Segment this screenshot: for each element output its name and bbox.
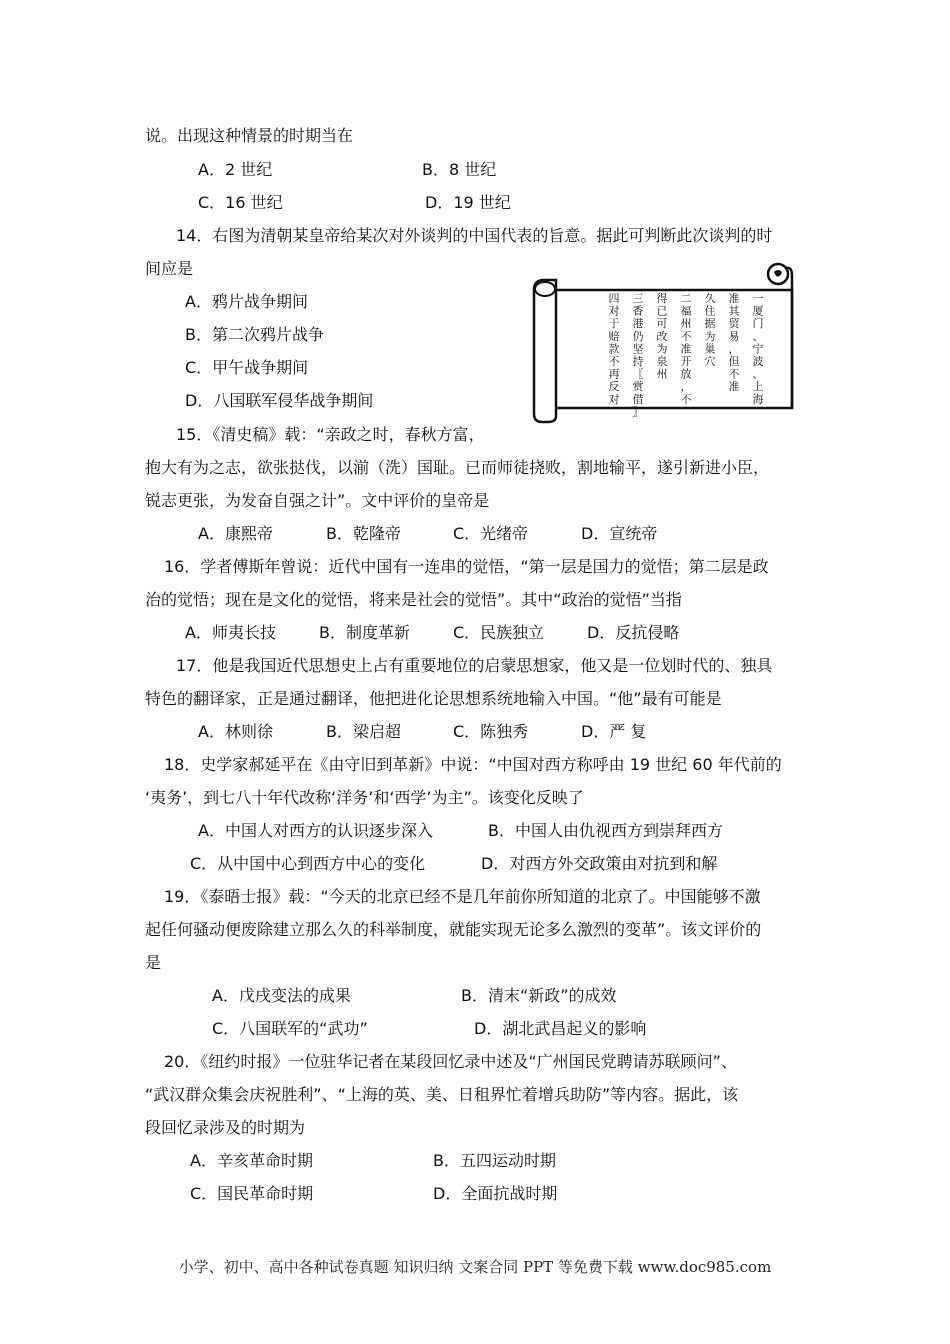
question-15-option-d: D．宣统帝 bbox=[581, 524, 658, 543]
question-19-option-a: A．戊戌变法的成果 bbox=[212, 986, 351, 1005]
question-14-option-b: B．第二次鸦片战争 bbox=[185, 325, 324, 344]
question-18-option-c: C．从中国中心到西方中心的变化 bbox=[190, 854, 426, 873]
question-20-option-d: D．全面抗战时期 bbox=[433, 1184, 558, 1203]
question-17-option-a: A．林则徐 bbox=[198, 722, 273, 741]
question-15-stem-cont-1: 抱大有为之志，欲张挞伐，以湔（洗）国耻。已而师徒挠败，割地输平，遂引新进小臣， bbox=[145, 458, 770, 477]
question-15-option-c: C．光绪帝 bbox=[453, 524, 529, 543]
scroll-text-column: 得已可改为泉州 bbox=[656, 292, 668, 381]
question-13-stem-tail: 说。出现这种情景的时期当在 bbox=[145, 126, 354, 145]
scroll-text-column: 久住据为巢穴 bbox=[704, 292, 716, 368]
imperial-edict-scroll-image bbox=[530, 258, 798, 424]
question-14-stem: 14．右图为清朝某皇帝给某次对外谈判的中国代表的旨意。据此可判断此次谈判的时 bbox=[176, 226, 773, 245]
scroll-left-roll-top bbox=[535, 282, 555, 296]
question-20-stem-cont-2: 段回忆录涉及的时期为 bbox=[145, 1118, 306, 1137]
scroll-text-column: 三香港仍坚持〖赏借〗 bbox=[632, 292, 644, 419]
question-15-option-a: A．康熙帝 bbox=[198, 524, 273, 543]
question-18-option-a: A．中国人对西方的认识逐步深入 bbox=[198, 821, 433, 840]
question-14-option-a: A．鸦片战争期间 bbox=[185, 292, 308, 311]
question-16-stem-cont: 治的觉悟；现在是文化的觉悟，将来是社会的觉悟”。其中“政治的觉悟”当指 bbox=[145, 590, 682, 609]
scroll-text-column: 一厦门、宁波、上海 bbox=[752, 292, 764, 406]
question-20-stem-cont-1: “武汉群众集会庆祝胜利”、“上海的英、美、日租界忙着增兵助防”等内容。据此，该 bbox=[145, 1085, 739, 1104]
question-14-stem-cont: 间应是 bbox=[145, 259, 194, 278]
question-19-option-c: C．八国联军的“武功” bbox=[212, 1019, 368, 1038]
question-13-option-d: D．19 世纪 bbox=[425, 193, 511, 212]
question-13-option-c: C．16 世纪 bbox=[198, 193, 283, 212]
question-17-option-c: C．陈独秀 bbox=[453, 722, 529, 741]
question-16-option-d: D．反抗侵略 bbox=[587, 623, 680, 642]
question-19-stem-cont-1: 起任何骚动便废除建立那么久的科举制度，就能实现无论多么激烈的变革”。该文评价的 bbox=[145, 920, 762, 939]
question-16-option-a: A．师夷长技 bbox=[185, 623, 276, 642]
question-17-option-b: B．梁启超 bbox=[326, 722, 401, 741]
question-16-stem: 16．学者傅斯年曾说：近代中国有一连串的觉悟，“第一层是国力的觉悟；第二层是政 bbox=[164, 557, 769, 576]
question-20-option-c: C．国民革命时期 bbox=[190, 1184, 314, 1203]
question-18-stem-cont: ‘夷务’，到七八十年代改称‘洋务’和‘西学’为主”。该变化反映了 bbox=[145, 788, 584, 807]
question-19-option-b: B．清末“新政”的成效 bbox=[461, 986, 617, 1005]
question-15-stem: 15．《清史稿》载：“亲政之时，春秋方富， bbox=[176, 425, 485, 444]
question-18-stem: 18．史学家郝延平在《由守旧到革新》中说：“中国对西方称呼由 19 世纪 60 年代前的 bbox=[164, 755, 782, 774]
question-16-option-b: B．制度革新 bbox=[319, 623, 410, 642]
scroll-text-column: 四对于赔款不再反对 bbox=[608, 292, 620, 406]
question-13-option-a: A．2 世纪 bbox=[198, 160, 273, 179]
question-20-option-a: A．辛亥革命时期 bbox=[190, 1151, 313, 1170]
scroll-text-column: 二福州不准开放，不 bbox=[680, 292, 692, 406]
question-15-stem-cont-2: 锐志更张，为发奋自强之计”。文中评价的皇帝是 bbox=[145, 491, 490, 510]
question-16-option-c: C．民族独立 bbox=[453, 623, 545, 642]
question-18-option-b: B．中国人由仇视西方到崇拜西方 bbox=[488, 821, 723, 840]
question-15-option-b: B．乾隆帝 bbox=[326, 524, 401, 543]
question-20-stem: 20．《纽约时报》一位驻华记者在某段回忆录中述及“广州国民党聘请苏联顾问”、 bbox=[164, 1052, 737, 1071]
question-19-stem: 19．《泰晤士报》载：“今天的北京已经不是几年前你所知道的北京了。中国能够不激 bbox=[164, 887, 761, 906]
question-18-option-d: D．对西方外交政策由对抗到和解 bbox=[481, 854, 718, 873]
scroll-left-roll bbox=[534, 280, 556, 422]
question-19-stem-cont-2: 是 bbox=[145, 953, 162, 972]
scroll-text-column: 准其贸易，但不准 bbox=[728, 292, 740, 394]
question-17-stem: 17．他是我国近代思想史上占有重要地位的启蒙思想家，他又是一位划时代的、独具 bbox=[176, 656, 773, 675]
question-19-option-d: D．湖北武昌起义的影响 bbox=[474, 1019, 647, 1038]
question-13-option-b: B．8 世纪 bbox=[422, 160, 497, 179]
question-20-option-b: B．五四运动时期 bbox=[433, 1151, 556, 1170]
question-14-option-c: C．甲午战争期间 bbox=[185, 358, 309, 377]
question-17-stem-cont: 特色的翻译家，正是通过翻译，他把进化论思想系统地输入中国。“他”最有可能是 bbox=[145, 689, 722, 708]
question-14-option-d: D．八国联军侵华战争期间 bbox=[185, 391, 374, 410]
page-footer-advert: 小学、初中、高中各种试卷真题 知识归纳 文案合同 PPT 等免费下载 www.doc985.com bbox=[178, 1258, 772, 1276]
question-17-option-d: D．严 复 bbox=[581, 722, 647, 741]
